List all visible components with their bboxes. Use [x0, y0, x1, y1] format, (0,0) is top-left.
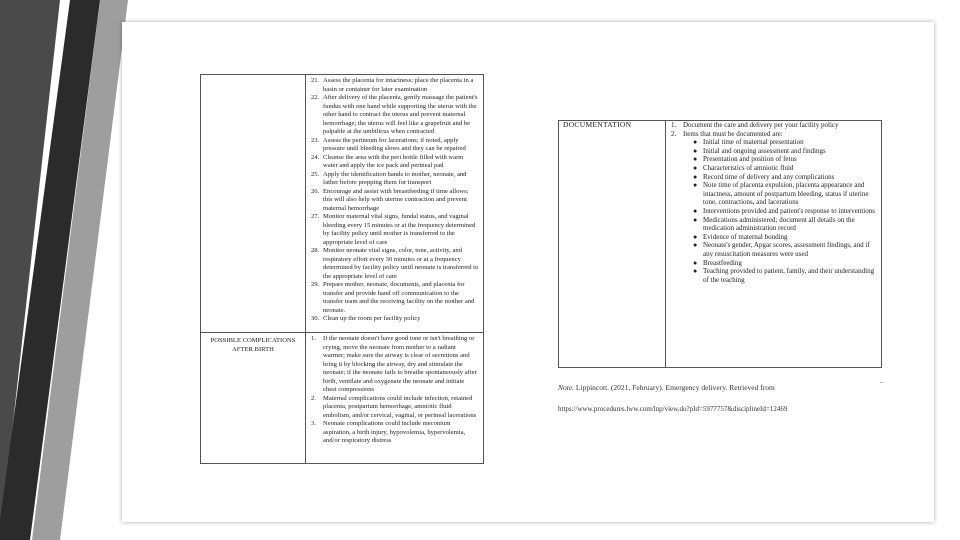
bullet-item	[693, 267, 877, 284]
steps-list	[311, 77, 479, 324]
bullet-text: Interventions provided and patient's response to interventions	[703, 206, 875, 215]
citation-note	[558, 383, 775, 392]
item-text: Items that must be documented are:	[683, 129, 783, 138]
item-text: Monitor neonate vital signs, color, tone, activity, and respiratory effort every 30 minutes or at a frequency determined by facility policy until neonate is transferred to the appropriate level of care	[323, 247, 479, 280]
item-text: Encourage and assist with breastfeeding if time allows; this will also help with uterine contraction and prevent maternal hemorrhage	[323, 187, 469, 212]
item-text: Neonate complications could include meconium aspiration, a birth injury, hypovolemia, hypervolemia, and/or respiratory distress	[323, 420, 466, 444]
list-item	[311, 94, 479, 137]
bullet-dot-icon: ●	[693, 232, 698, 241]
bullet-item	[693, 155, 877, 164]
bullet-text: Initial and ongoing assessment and findings	[703, 146, 826, 155]
list-item	[311, 213, 479, 247]
bullet-item	[693, 241, 877, 258]
bullet-item	[693, 164, 877, 173]
citation-url: https://www.procedures.lww.com/lnp/view.do?pId=5977757&disciplineId=12469	[558, 405, 788, 413]
item-number: 24.	[311, 153, 320, 161]
item-number: 23.	[311, 136, 320, 144]
bullet-dot-icon: ●	[693, 172, 698, 181]
list-item	[311, 77, 479, 94]
bullet-text: Evidence of maternal bonding	[703, 232, 788, 241]
item-text: Assess the placenta for intactness; place the placenta in a basin or container for later examination	[323, 77, 474, 93]
item-number: 25.	[311, 170, 320, 178]
documentation-table	[558, 120, 882, 368]
bullet-text: Note time of placenta expulsion, placenta appearance and intactness, amount of postpartum bleeding, status if uterine tone, contractions, and lacerations	[703, 181, 869, 207]
bullet-dot-icon: ●	[693, 155, 698, 164]
bullet-item	[693, 138, 877, 147]
list-item	[311, 335, 479, 395]
documentation-list	[671, 121, 877, 284]
item-number: 29.	[311, 281, 320, 288]
item-number: 30.	[311, 315, 320, 322]
bullet-text: Breastfeeding	[703, 258, 742, 267]
item-text: If the neonate doesn't have good tone or isn't breathing or crying, move the neonate from mother to a radiant warmer; make sure the airway is clear of secretions and bring it by blocking the airway, dry and stimulate the neonate; if the neonate fails to breathe spontaneously after birth, ventilate and oxygenate the neonate and initiate chest compressions	[323, 335, 477, 393]
item-number: 21.	[311, 77, 320, 84]
bullet-item	[693, 216, 877, 233]
bullet-item	[693, 259, 877, 268]
bullet-text: Teaching provided to patient, family, and their understanding of the teaching	[703, 267, 875, 284]
list-item	[671, 121, 877, 130]
table-row-divider	[201, 332, 483, 333]
procedure-table	[200, 74, 484, 464]
list-item	[311, 247, 479, 281]
item-text: Document the care and delivery per your facility policy	[683, 121, 839, 129]
list-item	[311, 315, 479, 324]
item-text: Apply the identification bands to mother, neonate, and father before prepping them for transport	[323, 170, 467, 186]
bullet-text: Characteristics of amniotic fluid	[703, 163, 794, 172]
bullet-text: Record time of delivery and any complications	[703, 172, 835, 181]
item-number: 28.	[311, 247, 320, 254]
bullet-item	[693, 207, 877, 216]
item-text: After delivery of the placenta, gently massage the patient's fundus with one hand while supporting the uterus with the other hand to contract the uterus and prevent maternal hemorrhage; the uterus will feel like a grapefruit and be palpable at the umbilicus when contracted	[323, 94, 478, 135]
table-divider	[665, 121, 666, 367]
section-label-complications: POSSIBLE COMPLICATIONS AFTER BIRTH	[210, 337, 296, 353]
note-label: Note.	[558, 383, 575, 392]
bullet-item	[693, 147, 877, 156]
bullet-text: Initial time of maternal presentation	[703, 138, 804, 147]
bullet-item	[693, 181, 877, 207]
bullet-dot-icon: ●	[693, 215, 698, 224]
bullet-dot-icon: ●	[693, 163, 698, 172]
item-number: 26.	[311, 187, 320, 195]
bullet-dot-icon: ●	[693, 181, 698, 190]
item-number: 1.	[311, 335, 316, 342]
bullet-dot-icon: ●	[693, 206, 698, 215]
bullet-item	[693, 173, 877, 182]
list-item	[311, 137, 479, 154]
bullet-text: Medications administered; document all details on the medication administration record	[703, 215, 855, 233]
bullet-dot-icon: ●	[693, 267, 698, 276]
list-item	[311, 188, 479, 214]
list-item	[311, 420, 479, 446]
list-item	[671, 130, 877, 139]
bullet-text: Neonate's gender, Apgar scores, assessment findings, and if any resuscitation measures were used	[703, 241, 870, 258]
item-text: Assess the perineum for lacerations; if noted, apply pressure until bleeding slows and they can be repaired	[323, 136, 466, 152]
item-text: Maternal complications could include infection, retained placenta, postpartum hemorrhage, amniotic fluid embolism, and/or cervical, vaginal, or perineal lacerations	[323, 394, 477, 419]
section-label-documentation: DOCUMENTATION	[563, 120, 632, 129]
note-text: Lippincott. (2021, February). Emergency delivery. Retrieved from	[574, 383, 775, 392]
item-text: Monitor maternal vital signs, fundal status, and vaginal bleeding every 15 minutes or at the frequency determined by facility policy until mother is transferred to the appropriate level of care	[323, 213, 476, 246]
item-number: 1.	[671, 121, 677, 129]
list-item	[311, 171, 479, 188]
bullet-text: Presentation and position of fetus	[703, 155, 797, 164]
table-divider	[305, 75, 306, 463]
list-item	[311, 154, 479, 171]
bullet-dot-icon: ●	[693, 146, 698, 155]
item-text: Clean up the room per facility policy	[323, 315, 421, 322]
bullet-item	[693, 233, 877, 242]
bullet-dot-icon: ●	[693, 258, 698, 267]
item-number: 2.	[311, 394, 316, 402]
item-number: 3.	[311, 420, 316, 427]
item-number: 27.	[311, 213, 320, 220]
item-text: Prepare mother, neonate, documents, and placenta for transfer and provide hand off communication to the transfer team and the receiving facility on the mother and neonate.	[323, 281, 475, 314]
bullet-dot-icon: ●	[693, 138, 698, 147]
list-item	[311, 395, 479, 421]
item-text: Cleanse the area with the peri bottle filled with warm water and apply the ice pack and perineal pad	[323, 153, 464, 169]
item-number: 2.	[671, 129, 677, 138]
complications-list	[311, 335, 479, 446]
item-number: 22.	[311, 94, 320, 101]
bullet-dot-icon: ●	[693, 241, 698, 250]
decor-tick: –	[880, 378, 884, 386]
list-item	[311, 281, 479, 315]
